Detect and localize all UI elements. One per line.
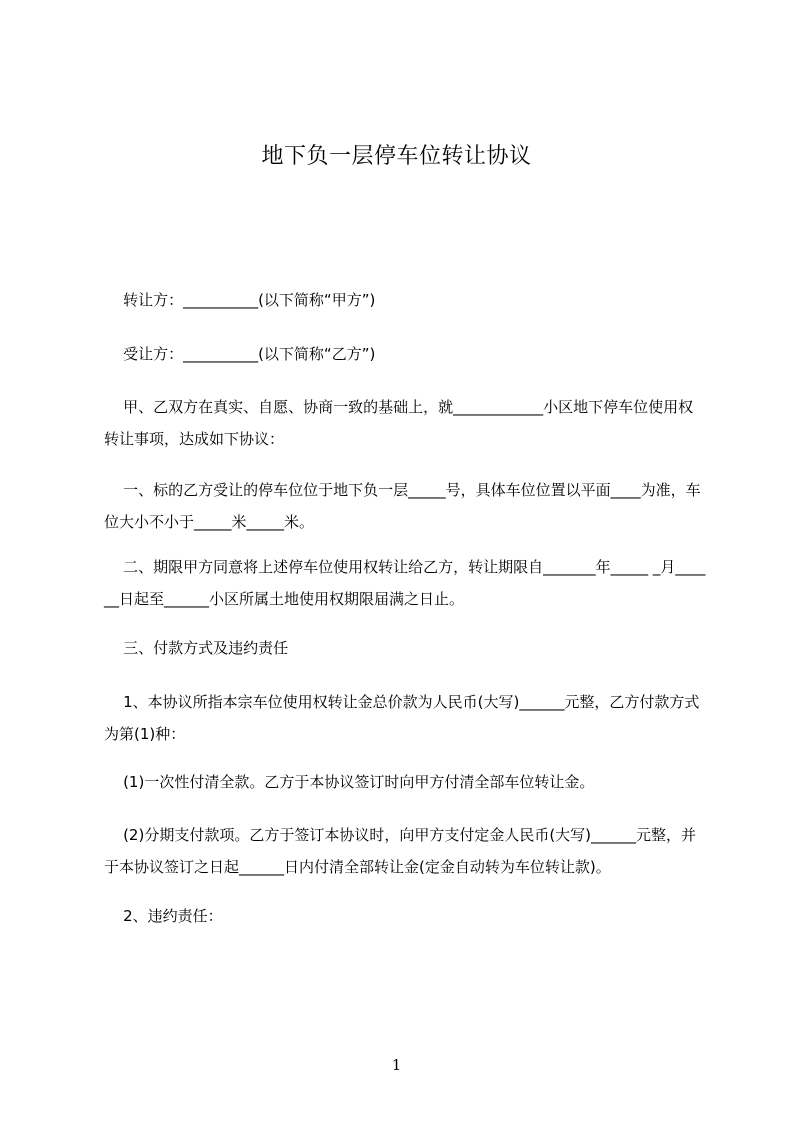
paragraph-breach-liability: 2、违约责任： bbox=[104, 907, 223, 925]
paragraph-transferee: 受让方：__________(以下简称“乙方”) bbox=[104, 345, 376, 363]
paragraph-payment-total: 1、本协议所指本宗车位使用权转让金总价款为人民币(大写)______元整，乙方付款方式为第(1)种： bbox=[104, 693, 700, 743]
paragraph-payment-option-1: (1)一次性付清全款。乙方于本协议签订时向甲方付清全部车位转让金。 bbox=[104, 773, 595, 791]
paragraph-transferor: 转让方：__________(以下简称“甲方”) bbox=[104, 291, 376, 309]
paragraph-preamble: 甲、乙双方在真实、自愿、协商一致的基础上，就____________小区地下停车位使用权转让事项，达成如下协议： bbox=[104, 398, 694, 448]
page-number: 1 bbox=[391, 1056, 402, 1074]
paragraph-payment-option-2: (2)分期支付款项。乙方于签订本协议时，向甲方支付定金人民币(大写)______元整，并于本协议签订之日起______日内付清全部转让金(定金自动转为车位转让款)。 bbox=[104, 826, 697, 876]
paragraph-clause-subject: 一、标的乙方受让的停车位位于地下负一层_____号，具体车位位置以平面____为准，车位大小不小于_____米_____米。 bbox=[104, 481, 701, 531]
paragraph-clause-payment-heading: 三、付款方式及违约责任 bbox=[104, 639, 289, 657]
document-title: 地下负一层停车位转让协议 bbox=[261, 144, 532, 169]
paragraph-clause-term: 二、期限甲方同意将上述停车位使用权转让给乙方，转让期限自_______年_____ _月______日起至______小区所属土地使用权期限届满之日止。 bbox=[104, 558, 706, 608]
